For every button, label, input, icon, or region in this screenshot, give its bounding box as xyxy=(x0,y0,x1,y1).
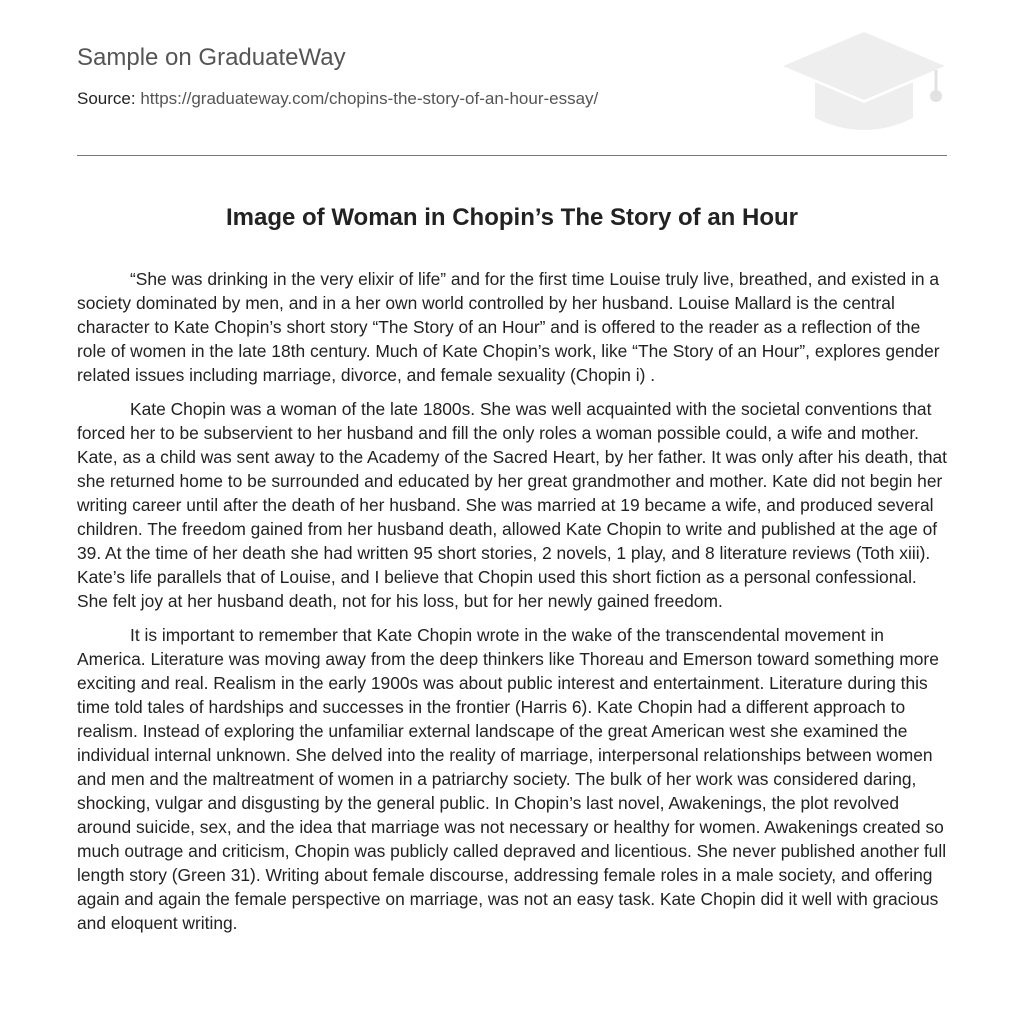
source-link[interactable]: https://graduateway.com/chopins-the-story-of-an-hour-essay/ xyxy=(140,89,599,108)
essay-body xyxy=(77,267,948,945)
essay-paragraph: It is important to remember that Kate Chopin wrote in the wake of the transcendental movement in America. Literature was moving away from the deep thinkers like Thoreau and Emerson toward something more exciting and real. Realism in the early 1900s was about public interest and entertainment. Literature during this time told tales of hardships and successes in the frontier (Harris 6). Kate Chopin had a different approach to realism. Instead of exploring the unfamiliar external landscape of the great American west she examined the individual internal unknown. She delved into the reality of marriage, interpersonal relationships between women and men and the maltreatment of women in a patriarchy society. The bulk of her work was considered daring, shocking, vulgar and disgusting by the general public. In Chopin’s last novel, Awakenings, the plot revolved around suicide, sex, and the idea that marriage was not necessary or healthy for women. Awakenings created so much outrage and criticism, Chopin was publicly called depraved and licentious. She never published another full length story (Green 31). Writing about female discourse, addressing female roles in a male society, and offering again and again the female perspective on marriage, was not an easy task. Kate Chopin did it well with gracious and eloquent writing. xyxy=(77,625,947,933)
essay-paragraph: “She was drinking in the very elixir of life” and for the first time Louise truly live, breathed, and existed in a society dominated by men, and in a her own world controlled by her husband. Louise Mallard is the central character to Kate Chopin’s short story “The Story of an Hour” and is offered to the reader as a reflection of the role of women in the late 18th century. Much of Kate Chopin’s work, like “The Story of an Hour”, explores gender related issues including marriage, divorce, and female sexuality (Chopin i) . xyxy=(77,269,940,385)
site-title: Sample on GraduateWay xyxy=(77,44,346,71)
essay-paragraph: Kate Chopin was a woman of the late 1800s. She was well acquainted with the societal conventions that forced her to be subservient to her husband and fill the only roles a woman possible could, a wife and mother. Kate, as a child was sent away to the Academy of the Sacred Heart, by her father. It was only after his death, that she returned home to be surrounded and educated by her great grandmother and mother. Kate did not begin her writing career until after the death of her husband. She was married at 19 became a wife, and produced several children. The freedom gained from her husband death, allowed Kate Chopin to write and published at the age of 39. At the time of her death she had written 95 short stories, 2 novels, 1 play, and 8 literature reviews (Toth xiii). Kate’s life parallels that of Louise, and I believe that Chopin used this short fiction as a personal confessional. She felt joy at her husband death, not for his loss, but for her newly gained freedom. xyxy=(77,399,948,611)
source-label: Source: xyxy=(77,89,136,108)
document-page xyxy=(77,0,948,933)
source-line xyxy=(77,89,598,109)
header-divider xyxy=(77,155,947,156)
graduation-cap-icon xyxy=(781,30,947,134)
essay-title: Image of Woman in Chopin’s The Story of an Hour xyxy=(225,204,798,231)
page-header xyxy=(77,0,948,156)
